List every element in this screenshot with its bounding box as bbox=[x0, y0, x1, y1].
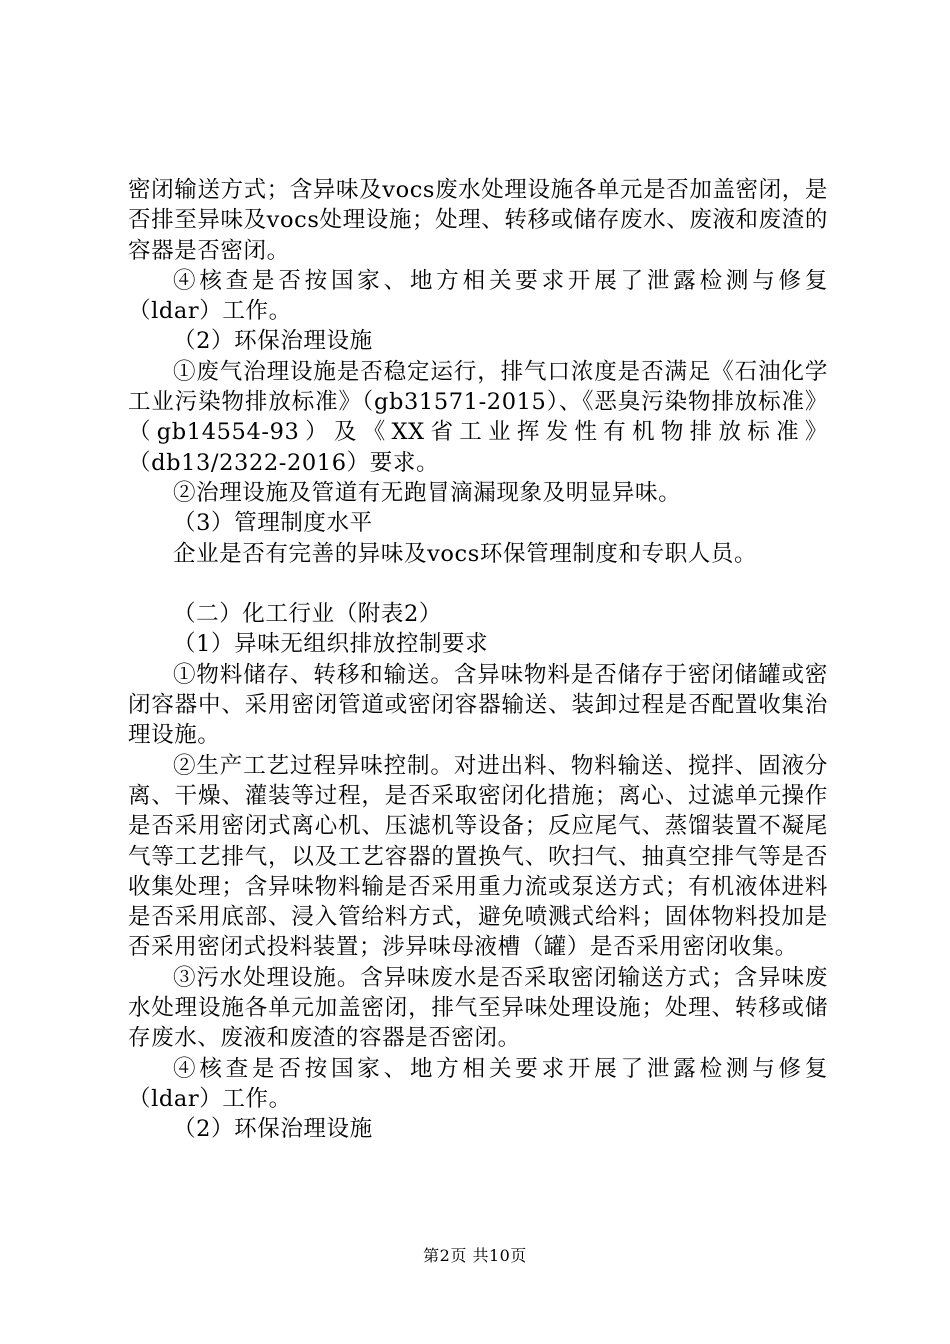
heading-env-facilities: （2）环保治理设施 bbox=[173, 328, 373, 355]
heading-env-facilities-2: （2）环保治理设施 bbox=[173, 1116, 373, 1143]
paragraph-material-storage: ①物料储存、转移和输送。含异味物料是否储存于密闭储罐或密闭容器中、采用密闭管道或密闭容器输送、装卸过程是否配置收集治理设施。 bbox=[128, 661, 828, 749]
paragraph-wastewater: ③污水处理设施。含异味废水是否采取密闭输送方式；含异味废水处理设施各单元加盖密闭，排气至异味处理设施；处理、转移或储存废水、废液和废渣的容器是否密闭。 bbox=[128, 964, 828, 1052]
paragraph-management-system: 企业是否有完善的异味及vocs环保管理制度和专职人员。 bbox=[173, 540, 758, 567]
paragraph-ldar-check: ④核查是否按国家、地方相关要求开展了泄露检测与修复（ldar）工作。 bbox=[128, 267, 828, 325]
paragraph-process-control: ②生产工艺过程异味控制。对进出料、物料输送、搅拌、固液分离、干燥、灌装等过程，是否采取密闭化措施；离心、过滤单元操作是否采用密闭式离心机、压滤机等设备；反应尾气、蒸馏装置不凝尾气等工艺排气，以及工艺容器的置换气、吹扫气、抽真空排气等是否收集处理；含异味物料输是否采用重力流或泵送方式；有机液体进料是否采用底部、浸入管给料方式，避免喷溅式给料；固体物料投加是否采用密闭式投料装置；涉异味母液槽（罐）是否采用密闭收集。 bbox=[128, 752, 828, 961]
paragraph-leak-check: ②治理设施及管道有无跑冒滴漏现象及明显异味。 bbox=[173, 479, 682, 506]
blank-line bbox=[128, 569, 828, 599]
page-footer: 第2页 共10页 bbox=[423, 1246, 527, 1265]
paragraph-ldar-check-2: ④核查是否按国家、地方相关要求开展了泄露检测与修复（ldar）工作。 bbox=[128, 1055, 828, 1112]
document-body bbox=[128, 175, 828, 1145]
paragraph-exhaust-treatment: ①废气治理设施是否稳定运行，排气口浓度是否满足《石油化学工业污染物排放标准》（gb31571-2015）、《恶臭污染物排放标准》（gb14554-93）及《XX省工业挥发性有机物排放标准》（db13/2322-2016）要求。 bbox=[128, 358, 828, 476]
heading-chemical-industry: （二）化工行业（附表2） bbox=[173, 601, 443, 628]
heading-fugitive-emission: （1）异味无组织排放控制要求 bbox=[173, 631, 489, 658]
paragraph-continuation: 密闭输送方式；含异味及vocs废水处理设施各单元是否加盖密闭，是否排至异味及vocs处理设施；处理、转移或储存废水、废液和废渣的容器是否密闭。 bbox=[128, 177, 828, 264]
heading-management: （3）管理制度水平 bbox=[173, 510, 373, 537]
